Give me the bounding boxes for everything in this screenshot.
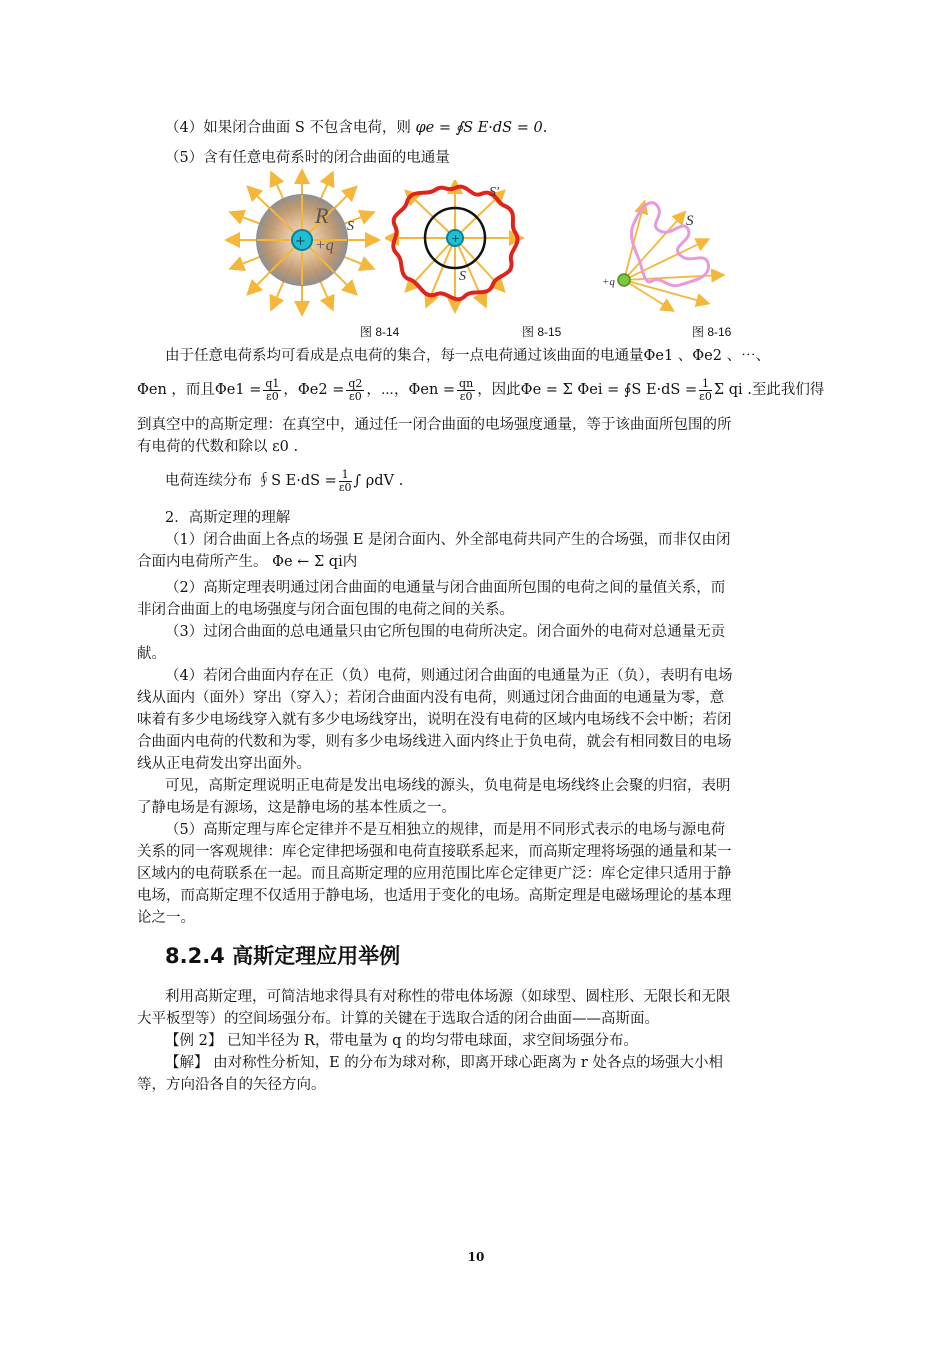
paragraph-line xyxy=(137,551,357,573)
text: 可见，高斯定理说明正电荷是发出电场线的源头，负电荷是电场线终止会聚的归宿，表明 xyxy=(165,778,731,794)
text: ，Φe2 = xyxy=(283,382,345,398)
frac-num: 1 xyxy=(699,378,712,391)
paragraph-line xyxy=(137,863,732,885)
svg-text:+: + xyxy=(451,232,461,245)
text: Σ qi .至此我们得 xyxy=(713,382,825,398)
text: 论之一。 xyxy=(137,910,195,926)
text: （2）高斯定理表明通过闭合曲面的电通量与闭合曲面所包围的电荷之间的量值关系，而 xyxy=(165,580,726,596)
label-R: R xyxy=(315,203,329,228)
text: ，⋯，Φen = xyxy=(366,382,456,398)
paragraph-line xyxy=(165,819,725,841)
text: （4）如果闭合曲面 S 不包含电荷，则 xyxy=(165,120,411,136)
paragraph-line xyxy=(137,599,514,621)
label-S: S xyxy=(686,213,694,229)
frac-den: ε0 xyxy=(338,480,352,494)
text: 合面内电荷所产生。 Φe ← Σ qi内 xyxy=(137,554,358,570)
subsection-title xyxy=(165,507,290,529)
paragraph-line xyxy=(165,775,731,797)
paragraph-line xyxy=(165,621,725,643)
paragraph-item-5 xyxy=(165,147,450,169)
text: 非闭合曲面上的电场强度与闭合面包围的电荷之间的关系。 xyxy=(137,602,514,618)
figure-8-16 xyxy=(572,185,732,315)
text: （5）高斯定理与库仑定律并不是互相独立的规律，而是用不同形式表示的电场与源电荷 xyxy=(165,822,726,838)
paragraph-line xyxy=(137,885,732,907)
frac-num: q2 xyxy=(348,376,363,390)
text: （3）过闭合曲面的总电通量只由它所包围的电荷所决定。闭合面外的电荷对总通量无贡 xyxy=(165,624,726,640)
caption-8-15: 图 8-15 xyxy=(522,325,562,339)
text: 利用高斯定理，可简洁地求得具有对称性的带电体场源（如球型、圆柱形、无限长和无限 xyxy=(165,989,731,1005)
text: 线从正电荷发出穿出面外。 xyxy=(137,756,311,772)
figure-8-15 xyxy=(385,180,525,315)
formula-line xyxy=(165,466,403,506)
text: 区域内的电荷联系在一起。而且高斯定理的应用范围比库仑定律更广泛：库仑定律只适用于静 xyxy=(137,866,732,882)
paragraph-line xyxy=(137,643,166,665)
solution-line xyxy=(165,1052,723,1074)
formula: φe = ∮S E·dS = 0 xyxy=(415,120,543,136)
figure-8-14 xyxy=(222,168,387,318)
paragraph-line xyxy=(137,731,732,753)
label-S: S xyxy=(459,269,466,284)
text: 有电荷的代数和除以 ε0 . xyxy=(137,439,299,455)
svg-text:+: + xyxy=(295,234,306,249)
frac-den: ε0 xyxy=(459,389,473,403)
text: 电荷连续分布 ∮S E·dS = xyxy=(165,473,337,489)
frac-num: 1 xyxy=(339,469,352,482)
frac-den: ε0 xyxy=(266,389,279,403)
page-number: 10 xyxy=(467,1250,485,1264)
text: 【解】 由对称性分析知，E 的分布为球对称，即离开球心距离为 r 处各点的场强大小相 xyxy=(165,1055,723,1071)
paragraph-line xyxy=(137,709,732,731)
paragraph-line xyxy=(165,345,770,367)
label-S: S xyxy=(347,219,354,234)
paragraph-line xyxy=(137,687,724,709)
text: 到真空中的高斯定理：在真空中，通过任一闭合曲面的电场强度通量，等于该曲面所包围的所 xyxy=(137,417,732,433)
text: 献。 xyxy=(137,646,166,662)
text: Φen ，而且Φe1 = xyxy=(137,382,262,398)
paragraph-line xyxy=(165,986,731,1008)
paragraph-line xyxy=(165,577,725,599)
caption-8-16: 图 8-16 xyxy=(692,325,732,339)
text: 线从面内（面外）穿出（穿入）；若闭合曲面内没有电荷，则通过闭合曲面的电通量为零，意 xyxy=(137,690,725,706)
frac-den: ε0 xyxy=(349,389,362,403)
text: 了静电场是有源场，这是静电场的基本性质之一。 xyxy=(137,800,456,816)
text: （5）含有任意电荷系时的闭合曲面的电通量 xyxy=(165,150,450,166)
text: 味着有多少电场线穿入就有多少电场线穿出，说明在没有电荷的区域内电场线不会中断；若闭 xyxy=(137,712,732,728)
frac-den: ε0 xyxy=(699,389,712,403)
text: 关系的同一客观规律：库仑定律把场强和电荷直接联系起来，而高斯定理将场强的通量和某一 xyxy=(137,844,732,860)
text: 合曲面内电荷的代数和为零，则有多少电场线进入面内终止于负电荷，就会有相同数目的电场 xyxy=(137,734,732,750)
text: 电场，而高斯定理不仅适用于静电场，也适用于变化的电场。高斯定理是电磁场理论的基本理 xyxy=(137,888,732,904)
paragraph-line xyxy=(137,841,732,863)
frac-num: qn xyxy=(459,376,474,390)
text: 【例 2】 已知半径为 R，带电量为 q 的均匀带电球面，求空间场强分布。 xyxy=(165,1033,638,1049)
paragraph-line xyxy=(165,529,731,551)
example-line xyxy=(165,1030,638,1052)
label-S-prime: S′ xyxy=(489,185,500,200)
text: 由于任意电荷系均可看成是点电荷的集合，每一点电荷通过该曲面的电通量Φe1 、Φe2 、⋯、 xyxy=(165,348,771,364)
text: 等，方向沿各自的矢径方向。 xyxy=(137,1077,326,1093)
text: 2．高斯定理的理解 xyxy=(165,510,291,526)
paragraph-item-4: （4）如果闭合曲面 S 不包含电荷，则 φe = ∮S E·dS = 0. xyxy=(165,120,548,136)
paragraph-line xyxy=(137,753,311,775)
label-q: +q xyxy=(602,276,615,288)
caption-8-14: 图 8-14 xyxy=(360,325,400,339)
text: 大平板型等）的空间场强分布。计算的关键在于选取合适的闭合曲面——高斯面。 xyxy=(137,1011,659,1027)
text: （1）闭合曲面上各点的场强 E 是闭合面内、外全部电荷共同产生的合场强，而非仅由闭 xyxy=(165,532,731,548)
section-heading: 8.2.4 高斯定理应用举例 xyxy=(165,944,401,968)
paragraph-line xyxy=(137,797,456,819)
paragraph-line xyxy=(137,414,732,436)
paragraph-line xyxy=(165,665,732,687)
label-q: +q xyxy=(315,237,334,254)
paragraph-line xyxy=(137,1074,326,1096)
paragraph-line xyxy=(137,1008,659,1030)
text: ，因此Φe = Σ Φei = ∮S E·dS = xyxy=(477,382,698,398)
text: （4）若闭合曲面内存在正（负）电荷，则通过闭合曲面的电通量为正（负），表明有电场 xyxy=(165,668,733,684)
paragraph-line xyxy=(137,907,195,929)
paragraph-line xyxy=(137,436,298,458)
text: ∫ ρdV . xyxy=(353,473,404,489)
frac-num: q1 xyxy=(265,376,280,390)
formula-line xyxy=(137,375,824,415)
